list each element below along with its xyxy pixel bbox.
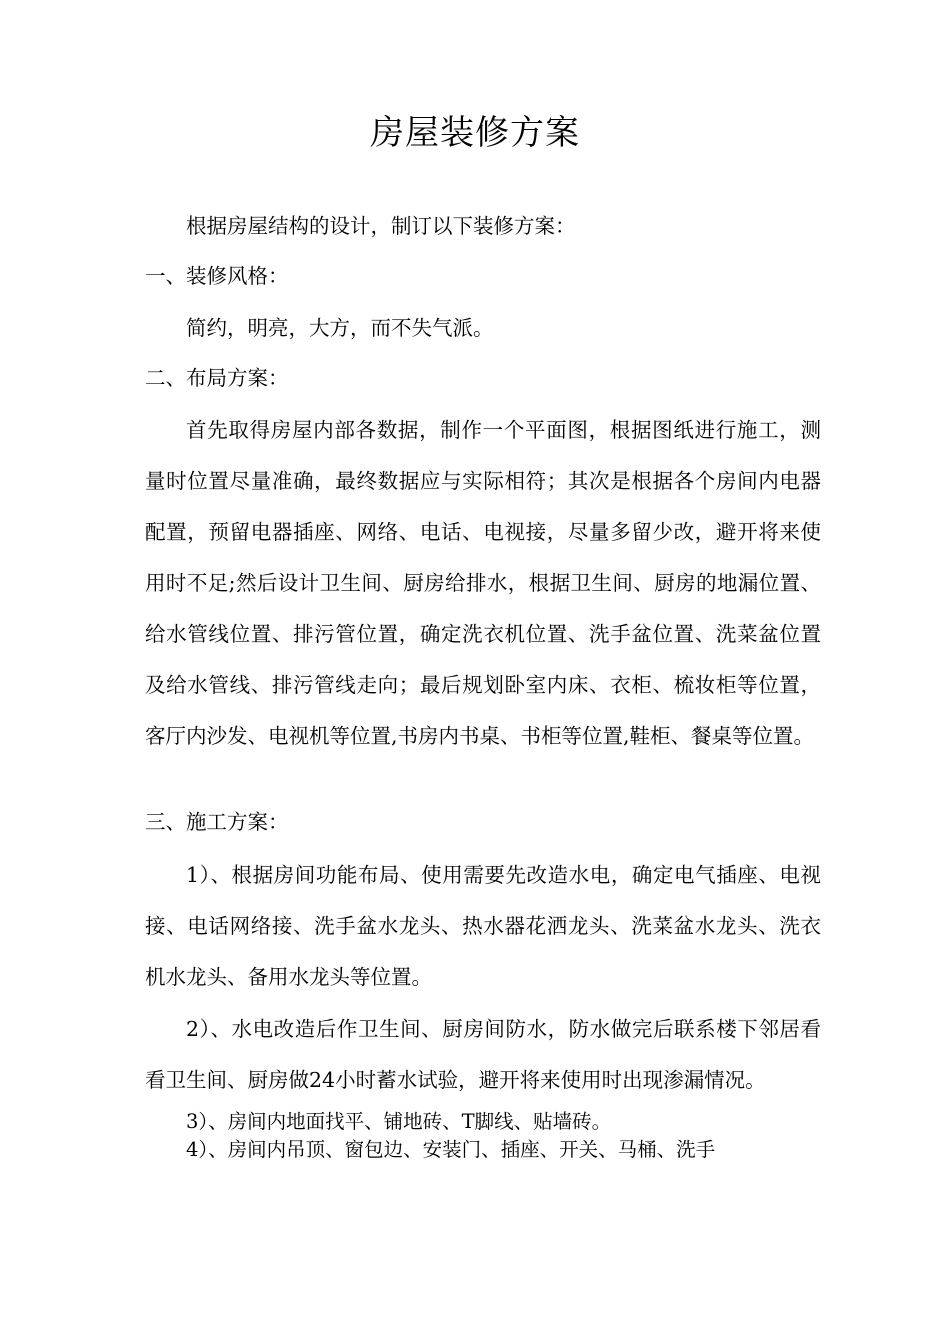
section-text-style: 简约，明亮，大方，而不失气派。 <box>186 316 494 340</box>
construction-step-3: 3）、房间内地面找平、铺地砖、T脚线、贴墙砖。 <box>186 1110 612 1133</box>
section-text-layout: 首先取得房屋内部各数据，制作一个平面图，根据图纸进行施工，测量时位置尽量准确，最终数据应与实际相符；其次是根据各个房间内电器配置，预留电器插座、网络、电话、电视接，尽量多留少改，避开将来使用时不足;然后设计卫生间、厨房给排水，根据卫生间、厨房的地漏位置、给水管线位置、排污管位置，确定洗衣机位置、洗手盆位置、洗菜盆位置及给水管线、排污管线走向；最后规划卧室内床、衣柜、梳妆柜等位置，客厅内沙发、电视机等位置,书房内书桌、书柜等位置,鞋柜、餐桌等位置。 <box>145 418 821 748</box>
document-title: 房屋装修方案 <box>370 113 580 153</box>
construction-step-2: 2）、水电改造后作卫生间、厨房间防水，防水做完后联系楼下邻居看看卫生间、厨房做24小时蓄水试验，避开将来使用时出现渗漏情况。 <box>145 1017 821 1092</box>
construction-step-4: 4）、房间内吊顶、窗包边、安装门、插座、开关、马桶、洗手 <box>186 1138 716 1161</box>
section-heading-style: 一、装修风格： <box>145 264 289 288</box>
section-heading-layout: 二、布局方案： <box>145 366 289 390</box>
intro-paragraph: 根据房屋结构的设计，制订以下装修方案： <box>186 214 576 238</box>
construction-step-1: 1）、根据房间功能布局、使用需要先改造水电，确定电气插座、电视接、电话网络接、洗手盆水龙头、热水器花洒龙头、洗菜盆水龙头、洗衣机水龙头、备用水龙头等位置。 <box>145 863 821 989</box>
section-heading-construction: 三、施工方案： <box>145 810 289 834</box>
